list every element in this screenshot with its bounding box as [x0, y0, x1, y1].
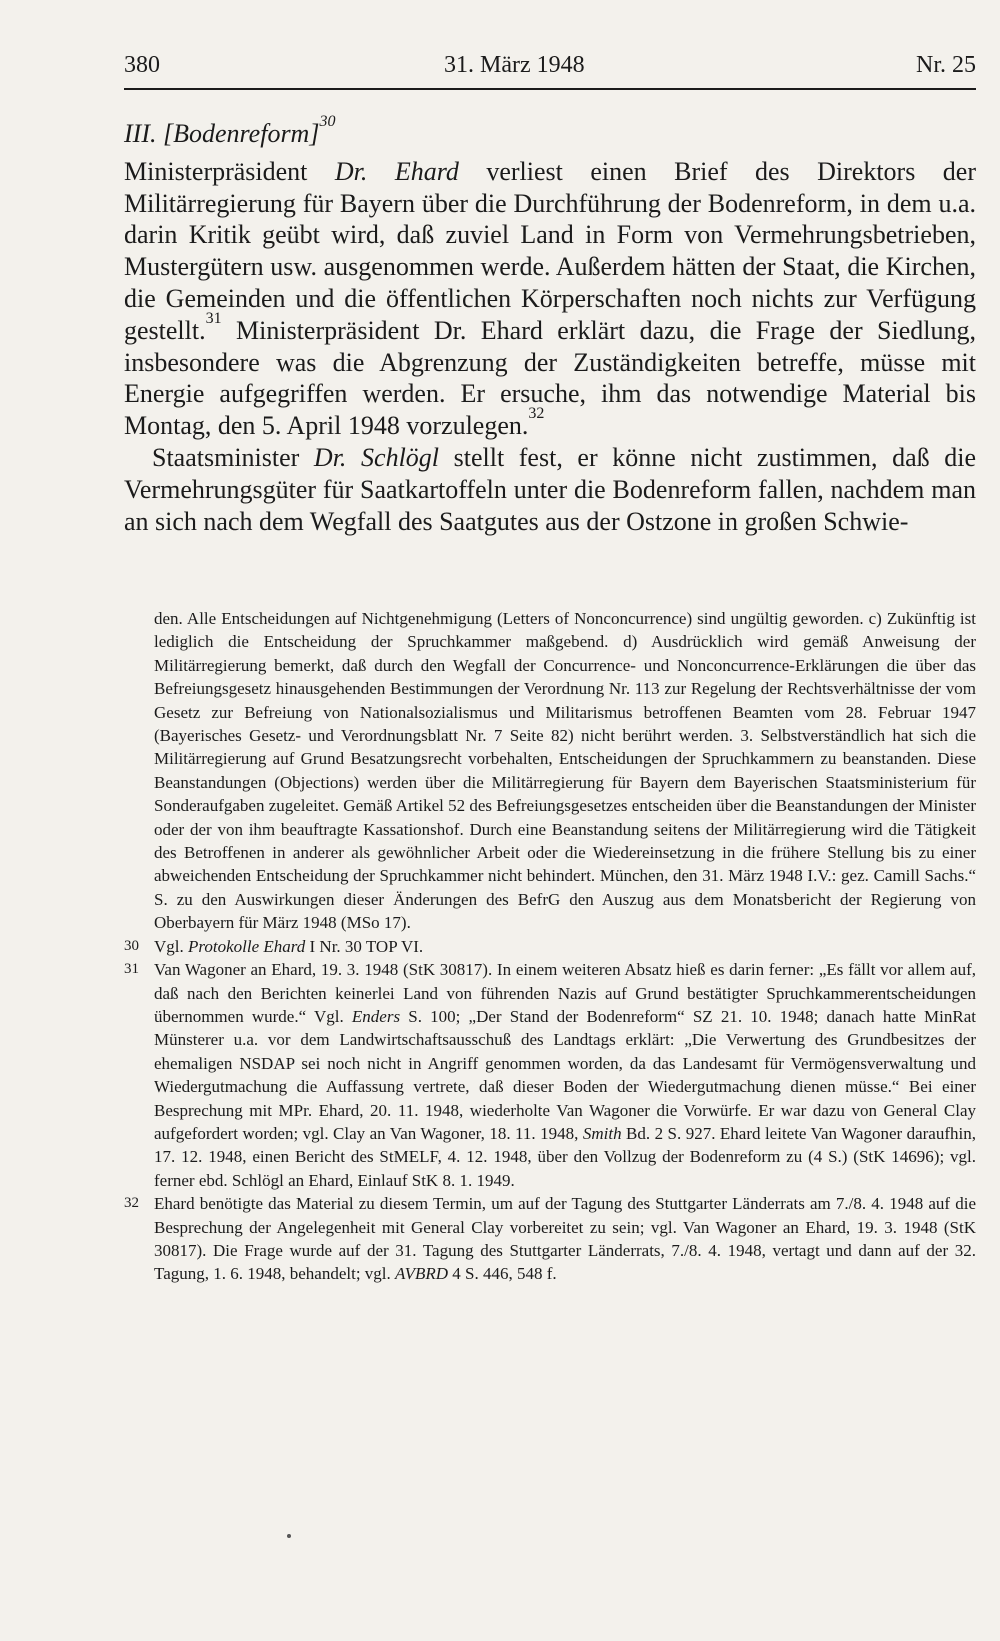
main-text [124, 113, 977, 537]
source-title: AVBRD [395, 1264, 448, 1284]
person-name: Dr. Ehard [334, 156, 459, 186]
footnote-ref-31: 31 [205, 309, 222, 327]
footnote-ref-30: 30 [319, 113, 336, 130]
footnote-31 [124, 958, 976, 1192]
text-run: Ehard benötigte das Material zu diesem Termin, um auf der Tagung des Stuttgarter Länderrats am 7./8. 4. 1948 auf die Besprechung der Angelegenheit mit General Clay vorbereitet zu sein; vgl. Van Wagoner an Ehard, 19. 3. 1948 (StK 30817). Die Frage wurde auf der 31. Tagung des Stuttgarter Länderrats, 7./8. 4. 1948, vertagt und dann auf der 32. Tagung, 1. 6. 1948, behandelt; vgl. [154, 1194, 976, 1284]
text-run: Ministerpräsident [124, 156, 335, 186]
footnotes [124, 607, 976, 1286]
footnote-number: 32 [124, 1195, 139, 1212]
footnote-32 [124, 1192, 976, 1286]
text-run: Bd. 2 S. 927. Ehard leitete Van Wagoner daraufhin, 17. 12. 1948, einen Bericht des StMELF, 4. 12. 1948, über den Vollzug der Bodenreform zu (4 S.) (StK 14696); vgl. ferner ebd. Schlögl an Ehard, Einlauf StK 8. 1. 1949. [154, 1123, 976, 1190]
text-run: verliest einen Brief des Direktors der Militärregierung für Bayern über die Durchführung der Bodenreform, in dem u.a. darin Kritik geübt wird, daß zuviel Land in Form von Vermehrungsbetrieben, Mustergütern usw. ausgenommen werde. Außerdem hätten der Staat, die Kirchen, die Gemeinden und die öffentlichen Körperschaften noch nichts zur Verfügung gestellt. [124, 156, 976, 345]
person-name: Dr. Schlögl [313, 442, 440, 472]
running-header [124, 52, 976, 86]
paragraph-schloegl [124, 442, 976, 537]
paper-speck [287, 1534, 291, 1538]
text-run: Staatsminister [152, 442, 314, 472]
section-title: [Bodenreform] [162, 119, 320, 148]
source-title: Smith [582, 1123, 622, 1143]
footnote-number: 31 [124, 961, 139, 978]
text-run: 4 S. 446, 548 f. [448, 1264, 557, 1284]
section-heading [124, 113, 976, 150]
footnote-continuation: den. Alle Entscheidungen auf Nichtgenehmigung (Letters of Nonconcurrence) sind ungültig geworden. c) Zukünftig ist lediglich die Entscheidung der Spruchkammer maßgebend. d) Ausdrücklich wird gemäß Anweisung der Militärregierung bemerkt, daß durch den Wegfall der Concurrence- und Nonconcurrence-Erklärungen die über das Befreiungsgesetz hinausgehenden Bestimmungen der Verordnung Nr. 113 zur Regelung der Rechtsverhältnisse der vom Gesetz zur Befreiung von Nationalsozialismus und Militarismus betroffenen Beamten vom 28. Februar 1947 (Bayerisches Gesetz- und Verordnungsblatt Nr. 7 Seite 82) nicht berührt werden. 3. Selbstverständlich hat sich die Militärregierung auf Grund Besatzungsrecht vorbehalten, Entscheidungen der Spruchkammern zu beanstanden. Diese Beanstandungen (Objections) werden über die Militärregierung für Bayern dem Bayerischen Staatsministerium für Sonderaufgaben zugeleitet. Gemäß Artikel 52 des Befreiungsgesetzes entscheiden über die Beanstandungen der Minister oder der von ihm beauftragte Kassationshof. Durch eine Beanstandung seitens der Militärregierung wird die Tätigkeit des Betroffenen in anderer als gewöhnlicher Arbeit oder die Wiedereinsetzung in die frühere Stellung bis zu einer abweichenden Entscheidung der Spruchkammer nicht behindert. München, den 31. März 1948 I.V.: gez. Camill Sachs.“ S. zu den Auswirkungen dieser Änderungen des BefrG den Auszug aus dem Monatsbericht der Regierung von Oberbayern für März 1948 (MSo 17). [154, 609, 976, 933]
text-run: S. 100; „Der Stand der Bodenreform“ SZ 21. 10. 1948; danach hatte MinRat Münsterer u.a. vor dem Landwirtschaftsausschuß des Landtags erklärt: „Die Verwertung des Grundbesitzes der ehemaligen NSDAP sei noch nicht in Angriff genommen worden, da das Landesamt für Vermögensverwaltung und Wiedergutmachung die Auffassung vertrete, daß dieser Boden der Wiedergutmachung dienen müsse.“ Bei einer Besprechung mit MPr. Ehard, 20. 11. 1948, wiederholte Van Wagoner die Vorwürfe. Er war dazu von General Clay aufgefordert worden; vgl. Clay an Van Wagoner, 18. 11. 1948, [154, 1006, 977, 1143]
text-run: I Nr. 30 TOP VI. [305, 936, 424, 956]
source-title: Protokolle Ehard [188, 936, 306, 956]
header-date: 31. März 1948 [444, 52, 585, 78]
footnote-ref-32: 32 [528, 405, 545, 423]
footnote-number: 30 [124, 937, 139, 954]
footnote-30 [124, 935, 976, 958]
text-run: Ministerpräsident Dr. Ehard erklärt dazu, die Frage der Siedlung, insbesondere was die Abgrenzung der Zuständigkeiten betreffe, müsse mit Energie aufgegriffen werden. Er ersuche, ihm das notwendige Material bis Montag, den 5. April 1948 vorzulegen. [124, 315, 976, 441]
page-number: 380 [124, 52, 160, 78]
text-run: Vgl. [154, 936, 188, 956]
paragraph-ehard [124, 156, 976, 442]
header-rule [124, 88, 976, 90]
header-issue-number: Nr. 25 [916, 52, 976, 78]
text-run: stellt fest, er könne nicht zustimmen, daß die Vermehrungsgüter für Saatkartoffeln unter die Bodenreform fallen, nachdem man an sich nach dem Wegfall des Saatgutes aus der Ostzone in großen Schwie- [124, 442, 977, 536]
text-run: Van Wagoner an Ehard, 19. 3. 1948 (StK 30817). In einem weiteren Absatz hieß es darin ferner: „Es fällt vor allem auf, daß nach den Berichten keinerlei Land von führenden Nazis auf Grund bestätigter Spruchkammerentscheidungen übernommen wurde.“ Vgl. [154, 960, 976, 1026]
source-title: Enders [351, 1006, 401, 1026]
section-numeral: III. [124, 119, 157, 148]
